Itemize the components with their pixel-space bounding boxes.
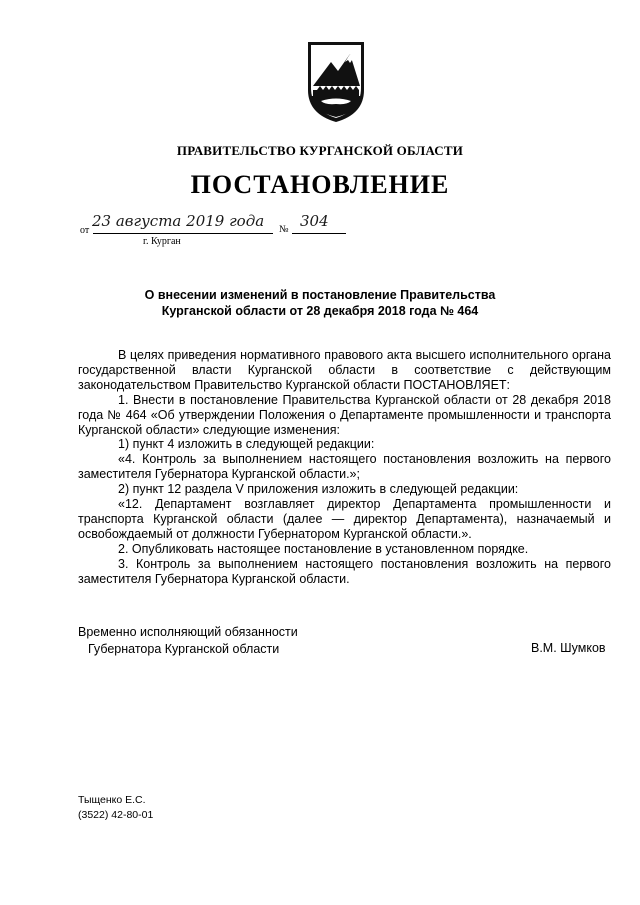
executor-info — [78, 793, 153, 823]
body-paragraph: 3. Контроль за выполнением настоящего постановления возложить на первого заместителя Губернатора Курганской области. — [78, 556, 611, 586]
body-paragraph: В целях приведения нормативного правового акта высшего исполнительного органа государственной власти Курганской области в соответствие с действующим законодательством Правительство Курганской области ПОСТАНОВЛЯЕТ: — [78, 348, 611, 392]
from-label: от — [80, 225, 90, 236]
position-line-2: Губернатора Курганской области — [88, 642, 280, 656]
signatory-position — [78, 624, 298, 658]
coat-of-arms-emblem — [305, 40, 367, 124]
document-subject — [0, 287, 640, 319]
document-type-title: ПОСТАНОВЛЕНИЕ — [190, 170, 450, 199]
number-label: № — [279, 224, 289, 235]
signatory-name: В.М. Шумков — [531, 641, 606, 655]
executor-name: Тыщенко Е.С. — [78, 794, 146, 806]
body-paragraph: 2. Опубликовать настоящее постановление в установленном порядке. — [118, 541, 529, 556]
document-body — [78, 348, 611, 587]
handwritten-number: 304 — [300, 212, 329, 230]
position-line-1: Временно исполняющий обязанности — [78, 625, 298, 639]
body-paragraph: 1. Внести в постановление Правительства Курганской области от 28 декабря 2018 года № 464 «Об утверждении Положения о Департаменте промышленности и транспорта Курганской области» следующие изменения: — [78, 392, 611, 437]
city-label: г. Курган — [143, 236, 181, 247]
subject-line-2: Курганской области от 28 декабря 2018 года № 464 — [161, 304, 479, 318]
handwritten-date: 23 августа 2019 года — [92, 212, 265, 230]
executor-phone: (3522) 42-80-01 — [78, 809, 154, 821]
subject-line-1: О внесении изменений в постановление Правительства — [144, 288, 496, 302]
organization-name: ПРАВИТЕЛЬСТВО КУРГАНСКОЙ ОБЛАСТИ — [176, 143, 464, 158]
body-paragraph: 2) пункт 12 раздела V приложения изложить в следующей редакции: — [118, 482, 519, 497]
body-paragraph: «12. Департамент возглавляет директор Департамента промышленности и транспорта Курганской области (далее — директор Департамента), назначаемый и освобождаемый от должности Губернатором Курганской области.». — [78, 497, 611, 541]
body-paragraph: «4. Контроль за выполнением настоящего постановления возложить на первого заместителя Губернатора Курганской области.»; — [78, 452, 611, 482]
body-paragraph: 1) пункт 4 изложить в следующей редакции: — [118, 437, 375, 452]
